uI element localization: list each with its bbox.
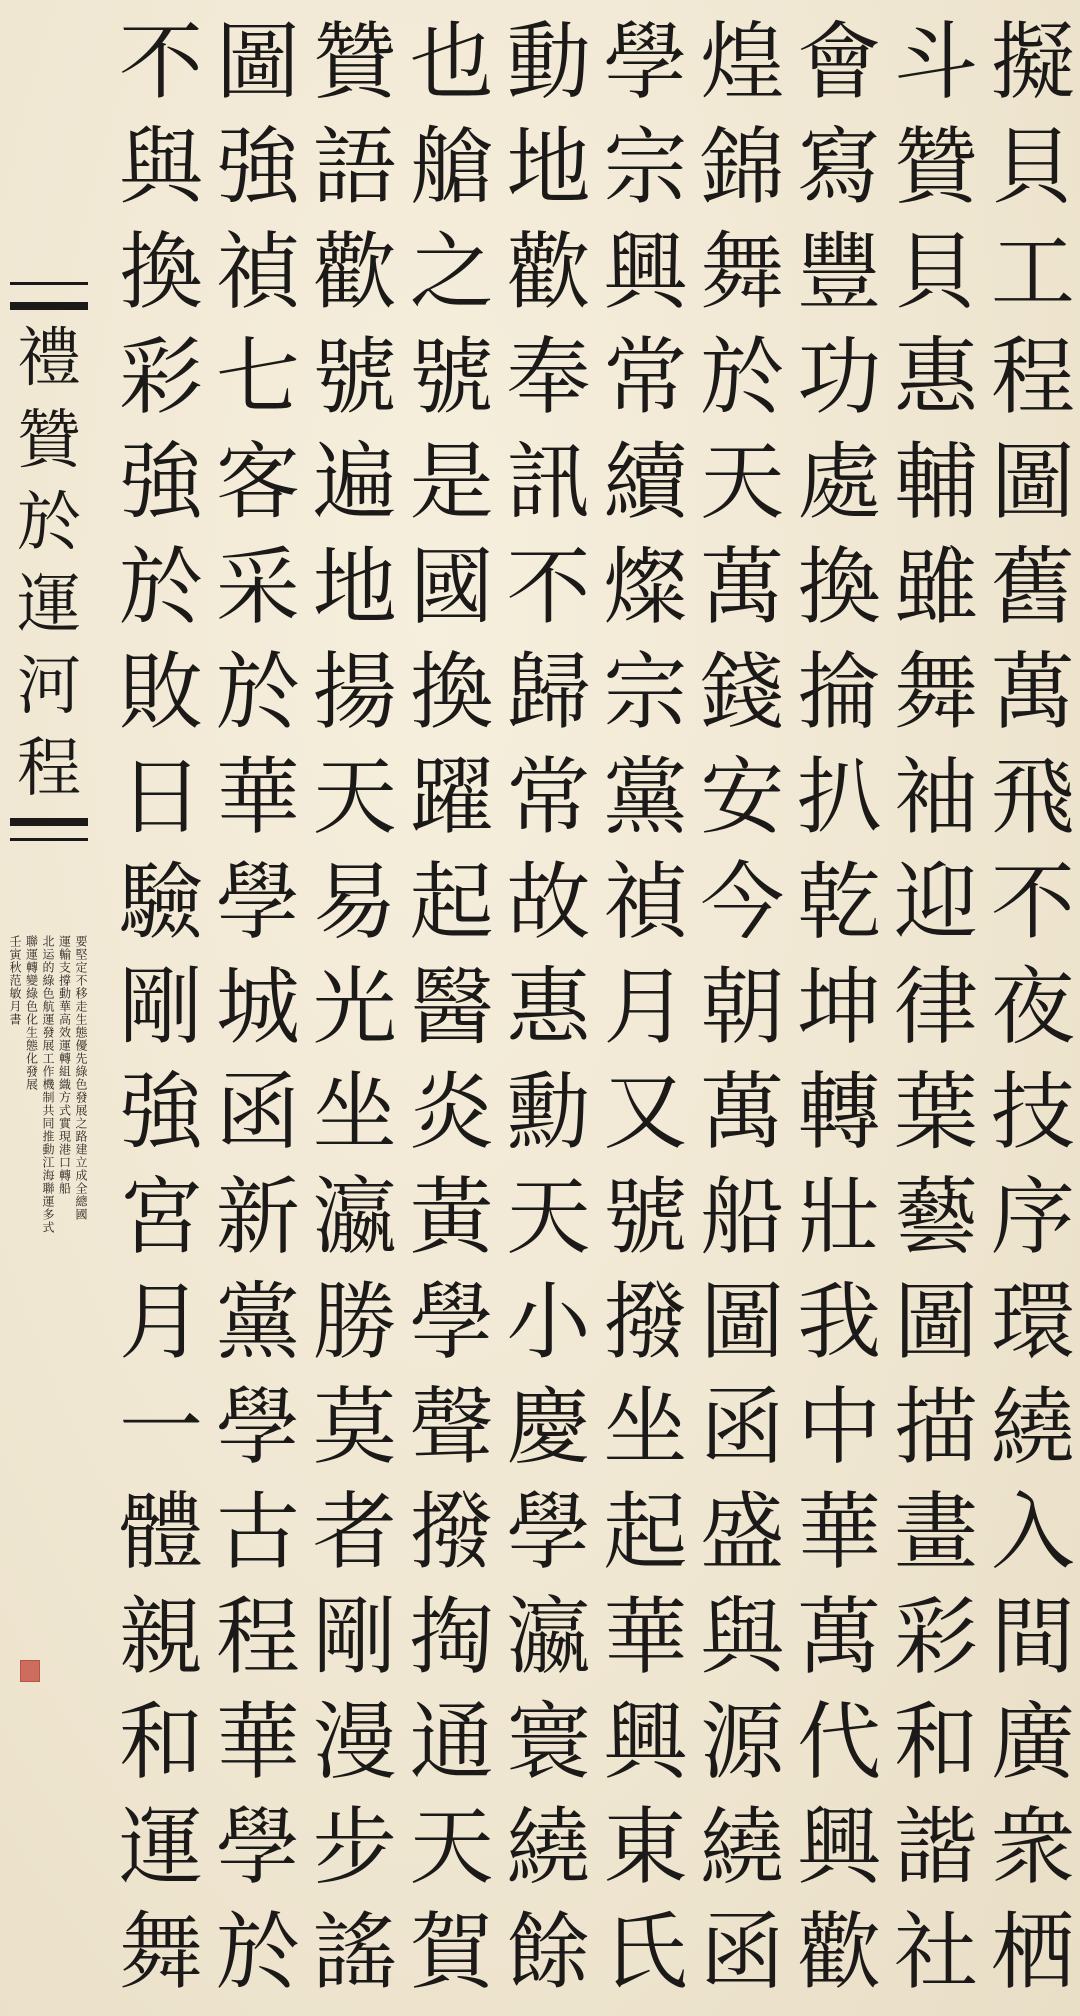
calligraphy-character: 舞 <box>700 223 785 321</box>
calligraphy-character: 環 <box>990 1273 1075 1371</box>
calligraphy-character: 舊 <box>990 538 1075 636</box>
calligraphy-character: 黃 <box>409 1168 494 1266</box>
calligraphy-character: 東 <box>603 1798 688 1896</box>
calligraphy-character: 艙 <box>409 118 494 216</box>
calligraphy-character: 壯 <box>797 1168 882 1266</box>
calligraphy-character: 強 <box>118 433 203 531</box>
calligraphy-character: 親 <box>118 1588 203 1686</box>
calligraphy-character: 萬 <box>700 538 785 636</box>
calligraphy-character: 起 <box>409 853 494 951</box>
title-border-bottom-thin <box>10 838 88 841</box>
calligraphy-character: 乾 <box>797 853 882 951</box>
calligraphy-character: 不 <box>990 853 1075 951</box>
calligraphy-character: 奉 <box>506 328 591 426</box>
calligraphy-character: 常 <box>603 328 688 426</box>
calligraphy-character: 天 <box>506 1168 591 1266</box>
calligraphy-character: 醫 <box>409 958 494 1056</box>
calligraphy-character: 贊 <box>312 13 397 111</box>
calligraphy-character: 學 <box>215 853 300 951</box>
calligraphy-character: 安 <box>700 748 785 846</box>
calligraphy-character: 朝 <box>700 958 785 1056</box>
title-character: 程 <box>17 732 81 806</box>
calligraphy-body <box>118 10 1076 2010</box>
calligraphy-character: 黨 <box>603 748 688 846</box>
calligraphy-character: 勳 <box>506 1063 591 1161</box>
calligraphy-character: 城 <box>215 958 300 1056</box>
calligraphy-character: 躍 <box>409 748 494 846</box>
title-border-bottom <box>10 818 88 826</box>
calligraphy-character: 飛 <box>990 748 1075 846</box>
calligraphy-character: 通 <box>409 1693 494 1791</box>
calligraphy-character: 栖 <box>990 1903 1075 2001</box>
inscription-line: 壬寅秋范敏月書 <box>8 935 22 1026</box>
calligraphy-character: 國 <box>409 538 494 636</box>
calligraphy-character: 煌 <box>700 13 785 111</box>
calligraphy-character: 函 <box>700 1903 785 2001</box>
text-column <box>118 10 204 2010</box>
calligraphy-character: 掄 <box>797 643 882 741</box>
text-column <box>312 10 398 2010</box>
calligraphy-character: 天 <box>700 433 785 531</box>
calligraphy-character: 華 <box>797 1483 882 1581</box>
calligraphy-character: 月 <box>603 958 688 1056</box>
calligraphy-character: 轉 <box>797 1063 882 1161</box>
calligraphy-character: 動 <box>506 13 591 111</box>
calligraphy-character: 掏 <box>409 1588 494 1686</box>
calligraphy-character: 是 <box>409 433 494 531</box>
calligraphy-character: 瀛 <box>506 1588 591 1686</box>
calligraphy-character: 故 <box>506 853 591 951</box>
calligraphy-character: 學 <box>506 1483 591 1581</box>
calligraphy-character: 宗 <box>603 118 688 216</box>
calligraphy-character: 號 <box>312 328 397 426</box>
calligraphy-character: 藝 <box>893 1168 978 1266</box>
calligraphy-character: 歸 <box>506 643 591 741</box>
calligraphy-character: 客 <box>215 433 300 531</box>
calligraphy-character: 與 <box>700 1588 785 1686</box>
title-character: 河 <box>17 650 81 724</box>
calligraphy-character: 贊 <box>893 118 978 216</box>
calligraphy-character: 學 <box>603 13 688 111</box>
calligraphy-character: 圖 <box>893 1273 978 1371</box>
calligraphy-character: 圖 <box>215 13 300 111</box>
calligraphy-character: 技 <box>990 1063 1075 1161</box>
calligraphy-character: 坤 <box>797 958 882 1056</box>
title-character: 贊 <box>17 404 81 478</box>
calligraphy-character: 新 <box>215 1168 300 1266</box>
calligraphy-character: 袖 <box>893 748 978 846</box>
calligraphy-character: 學 <box>215 1798 300 1896</box>
calligraphy-character: 又 <box>603 1063 688 1161</box>
calligraphy-character: 禎 <box>603 853 688 951</box>
calligraphy-character: 畫 <box>893 1483 978 1581</box>
calligraphy-character: 謠 <box>312 1903 397 2001</box>
calligraphy-character: 剛 <box>118 958 203 1056</box>
calligraphy-character: 惠 <box>506 958 591 1056</box>
calligraphy-character: 於 <box>215 643 300 741</box>
inscription-line: 要堅定不移走生態優先綠色發展之路建立成全總國 <box>74 935 88 1221</box>
calligraphy-character: 興 <box>797 1798 882 1896</box>
calligraphy-character: 學 <box>409 1273 494 1371</box>
text-column <box>699 10 785 2010</box>
calligraphy-character: 地 <box>312 538 397 636</box>
calligraphy-character: 坐 <box>603 1378 688 1476</box>
calligraphy-character: 和 <box>893 1693 978 1791</box>
calligraphy-character: 函 <box>215 1063 300 1161</box>
calligraphy-character: 舞 <box>118 1903 203 2001</box>
calligraphy-character: 源 <box>700 1693 785 1791</box>
calligraphy-character: 貝 <box>990 118 1075 216</box>
calligraphy-character: 七 <box>215 328 300 426</box>
calligraphy-character: 體 <box>118 1483 203 1581</box>
calligraphy-character: 今 <box>700 853 785 951</box>
calligraphy-character: 寫 <box>797 118 882 216</box>
calligraphy-character: 夜 <box>990 958 1075 1056</box>
calligraphy-character: 學 <box>215 1378 300 1476</box>
calligraphy-character: 惠 <box>893 328 978 426</box>
calligraphy-character: 描 <box>893 1378 978 1476</box>
calligraphy-character: 舞 <box>893 643 978 741</box>
calligraphy-character: 不 <box>506 538 591 636</box>
calligraphy-character: 遍 <box>312 433 397 531</box>
calligraphy-character: 廣 <box>990 1693 1075 1791</box>
calligraphy-character: 迎 <box>893 853 978 951</box>
calligraphy-character: 漫 <box>312 1693 397 1791</box>
text-column <box>990 10 1076 2010</box>
calligraphy-character: 繞 <box>990 1378 1075 1476</box>
calligraphy-character: 瀛 <box>312 1168 397 1266</box>
calligraphy-character: 錦 <box>700 118 785 216</box>
calligraphy-character: 圖 <box>990 433 1075 531</box>
calligraphy-character: 黨 <box>215 1273 300 1371</box>
calligraphy-character: 光 <box>312 958 397 1056</box>
calligraphy-character: 興 <box>603 1693 688 1791</box>
calligraphy-character: 興 <box>603 223 688 321</box>
calligraphy-character: 葉 <box>893 1063 978 1161</box>
calligraphy-character: 圖 <box>700 1273 785 1371</box>
inscription-block <box>8 935 88 1675</box>
calligraphy-character: 彩 <box>118 328 203 426</box>
calligraphy-character: 剛 <box>312 1588 397 1686</box>
calligraphy-character: 輔 <box>893 433 978 531</box>
calligraphy-character: 燦 <box>603 538 688 636</box>
text-column <box>215 10 301 2010</box>
calligraphy-character: 驗 <box>118 853 203 951</box>
calligraphy-character: 禎 <box>215 223 300 321</box>
calligraphy-character: 錢 <box>700 643 785 741</box>
calligraphy-character: 訊 <box>506 433 591 531</box>
calligraphy-character: 換 <box>797 538 882 636</box>
calligraphy-character: 衆 <box>990 1798 1075 1896</box>
inscription-line: 聯運轉變綠色化生態化發展 <box>24 935 39 1091</box>
calligraphy-character: 語 <box>312 118 397 216</box>
calligraphy-character: 坐 <box>312 1063 397 1161</box>
calligraphy-character: 慶 <box>506 1378 591 1476</box>
calligraphy-character: 盛 <box>700 1483 785 1581</box>
calligraphy-character: 華 <box>215 1693 300 1791</box>
calligraphy-character: 月 <box>118 1273 203 1371</box>
calligraphy-character: 歡 <box>312 223 397 321</box>
title-character: 禮 <box>17 322 81 396</box>
calligraphy-character: 續 <box>603 433 688 531</box>
calligraphy-character: 采 <box>215 538 300 636</box>
calligraphy-character: 小 <box>506 1273 591 1371</box>
text-column <box>796 10 882 2010</box>
calligraphy-character: 功 <box>797 328 882 426</box>
calligraphy-character: 賀 <box>409 1903 494 2001</box>
calligraphy-character: 工 <box>990 223 1075 321</box>
title-column <box>12 318 86 810</box>
calligraphy-character: 代 <box>797 1693 882 1791</box>
calligraphy-character: 於 <box>215 1903 300 2001</box>
calligraphy-character: 天 <box>409 1798 494 1896</box>
red-seal-stamp <box>20 1660 40 1682</box>
calligraphy-character: 豐 <box>797 223 882 321</box>
calligraphy-character: 古 <box>215 1483 300 1581</box>
title-character: 運 <box>17 568 81 642</box>
calligraphy-character: 程 <box>990 328 1075 426</box>
calligraphy-character: 貝 <box>893 223 978 321</box>
calligraphy-character: 號 <box>603 1168 688 1266</box>
calligraphy-character: 華 <box>215 748 300 846</box>
calligraphy-character: 處 <box>797 433 882 531</box>
title-border-top <box>10 302 88 310</box>
text-column <box>893 10 979 2010</box>
calligraphy-character: 敗 <box>118 643 203 741</box>
calligraphy-character: 者 <box>312 1483 397 1581</box>
inscription-line: 北运的綠色航運發展工作機制共同推動江海聯運多式 <box>41 935 55 1234</box>
calligraphy-character: 萬 <box>700 1063 785 1161</box>
calligraphy-character: 聲 <box>409 1378 494 1476</box>
calligraphy-character: 雖 <box>893 538 978 636</box>
calligraphy-character: 序 <box>990 1168 1075 1266</box>
calligraphy-character: 也 <box>409 13 494 111</box>
calligraphy-character: 中 <box>797 1378 882 1476</box>
calligraphy-character: 繞 <box>506 1798 591 1896</box>
calligraphy-character: 勝 <box>312 1273 397 1371</box>
calligraphy-character: 撥 <box>603 1273 688 1371</box>
text-column <box>409 10 495 2010</box>
calligraphy-character: 餘 <box>506 1903 591 2001</box>
calligraphy-character: 號 <box>409 328 494 426</box>
calligraphy-character: 繞 <box>700 1798 785 1896</box>
calligraphy-character: 換 <box>409 643 494 741</box>
calligraphy-character: 諧 <box>893 1798 978 1896</box>
calligraphy-character: 歡 <box>797 1903 882 2001</box>
calligraphy-character: 律 <box>893 958 978 1056</box>
calligraphy-character: 萬 <box>990 643 1075 741</box>
calligraphy-character: 擬 <box>990 13 1075 111</box>
calligraphy-character: 函 <box>700 1378 785 1476</box>
calligraphy-character: 撥 <box>409 1483 494 1581</box>
calligraphy-character: 易 <box>312 853 397 951</box>
calligraphy-character: 強 <box>215 118 300 216</box>
calligraphy-character: 於 <box>118 538 203 636</box>
text-column <box>602 10 688 2010</box>
calligraphy-character: 彩 <box>893 1588 978 1686</box>
text-column <box>506 10 592 2010</box>
calligraphy-character: 天 <box>312 748 397 846</box>
calligraphy-character: 程 <box>215 1588 300 1686</box>
calligraphy-character: 步 <box>312 1798 397 1896</box>
calligraphy-character: 社 <box>893 1903 978 2001</box>
calligraphy-character: 日 <box>118 748 203 846</box>
calligraphy-character: 會 <box>797 13 882 111</box>
calligraphy-character: 起 <box>603 1483 688 1581</box>
calligraphy-character: 運 <box>118 1798 203 1896</box>
calligraphy-character: 於 <box>700 328 785 426</box>
calligraphy-character: 宗 <box>603 643 688 741</box>
calligraphy-character: 船 <box>700 1168 785 1266</box>
calligraphy-character: 與 <box>118 118 203 216</box>
calligraphy-character: 歡 <box>506 223 591 321</box>
calligraphy-character: 寰 <box>506 1693 591 1791</box>
calligraphy-character: 不 <box>118 13 203 111</box>
calligraphy-character: 強 <box>118 1063 203 1161</box>
calligraphy-character: 一 <box>118 1378 203 1476</box>
calligraphy-character: 我 <box>797 1273 882 1371</box>
calligraphy-character: 揚 <box>312 643 397 741</box>
calligraphy-character: 地 <box>506 118 591 216</box>
calligraphy-character: 氏 <box>603 1903 688 2001</box>
calligraphy-character: 扒 <box>797 748 882 846</box>
calligraphy-character: 入 <box>990 1483 1075 1581</box>
calligraphy-character: 萬 <box>797 1588 882 1686</box>
calligraphy-character: 斗 <box>893 13 978 111</box>
calligraphy-character: 常 <box>506 748 591 846</box>
calligraphy-character: 宮 <box>118 1168 203 1266</box>
calligraphy-character: 和 <box>118 1693 203 1791</box>
title-border-top-thin <box>10 282 88 285</box>
calligraphy-character: 換 <box>118 223 203 321</box>
calligraphy-character: 華 <box>603 1588 688 1686</box>
calligraphy-character: 莫 <box>312 1378 397 1476</box>
inscription-line: 運輸支撐動華高效運轉組織方式實現港口轉船 <box>57 935 72 1195</box>
calligraphy-character: 間 <box>990 1588 1075 1686</box>
calligraphy-character: 炎 <box>409 1063 494 1161</box>
title-character: 於 <box>17 486 81 560</box>
calligraphy-character: 之 <box>409 223 494 321</box>
